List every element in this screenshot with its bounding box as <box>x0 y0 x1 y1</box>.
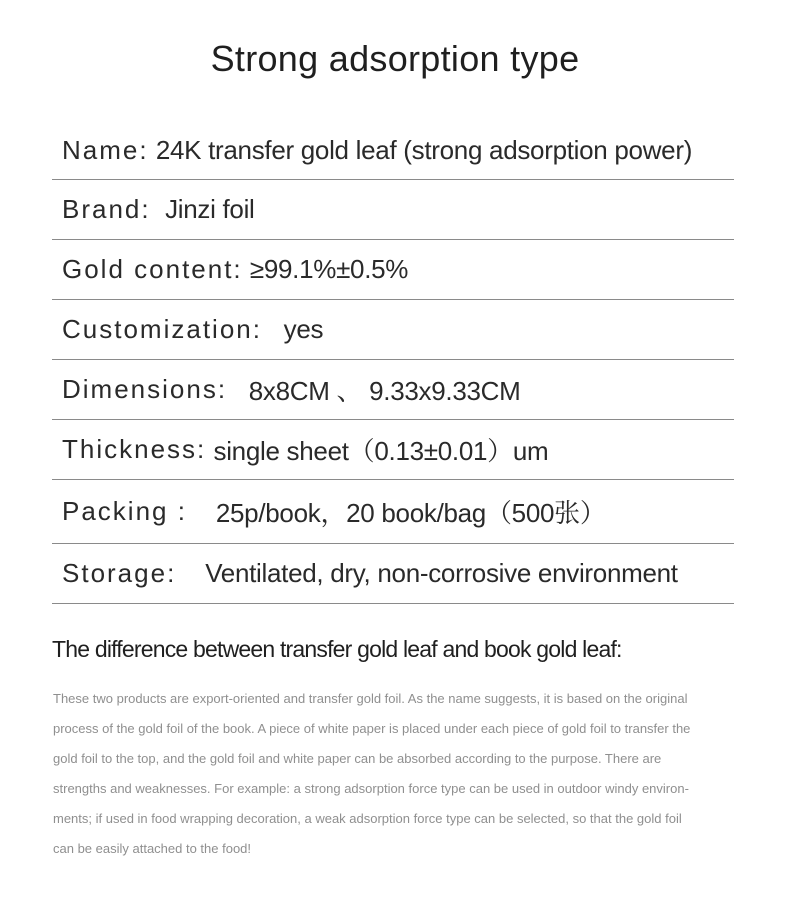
spec-value: 25p/book，20 book/bag（500张） <box>215 498 606 528</box>
paragraph-line: strengths and weaknesses. For example: a strong adsorption force type can be used in outdoor windy environ- <box>53 781 689 796</box>
paragraph-line: process of the gold foil of the book. A piece of white paper is placed under each piece of gold foil to transfer the <box>53 721 691 736</box>
spec-label: Dimensions: <box>62 374 228 404</box>
spec-value: single sheet（0.13±0.01）um <box>213 436 549 466</box>
spec-value: ≥99.1%±0.5% <box>249 254 409 284</box>
spec-row-brand <box>52 180 734 240</box>
difference-heading: The difference between transfer gold leaf and book gold leaf: <box>52 636 622 662</box>
spec-label: Name: <box>62 135 149 165</box>
paragraph-line: can be easily attached to the food! <box>53 841 252 856</box>
spec-value: Ventilated, dry, non-corrosive environment <box>205 558 678 588</box>
spec-value: yes <box>283 314 324 344</box>
paragraph-line: These two products are export-oriented and transfer gold foil. As the name suggests, it is based on the original <box>53 691 688 706</box>
spec-row-dimensions <box>52 360 734 420</box>
spec-label: Brand: <box>62 194 151 224</box>
spec-row-name <box>52 120 734 180</box>
spec-value: Jinzi foil <box>165 194 255 224</box>
spec-row-storage <box>52 544 734 604</box>
spec-label: Gold content: <box>62 254 243 284</box>
spec-label: Storage: <box>62 558 177 588</box>
spec-table <box>52 120 734 604</box>
spec-label: Thickness: <box>62 434 207 464</box>
spec-label: Packing : <box>62 496 187 526</box>
paragraph-line: gold foil to the top, and the gold foil and white paper can be absorbed according to the purpose. There are <box>53 751 662 766</box>
spec-row-customization <box>52 300 734 360</box>
spec-row-packing <box>52 480 734 544</box>
spec-value: 24K transfer gold leaf (strong adsorption power) <box>155 135 693 165</box>
paragraph-line: ments; if used in food wrapping decoration, a weak adsorption force type can be selected, so that the gold foil <box>53 811 682 826</box>
spec-label: Customization: <box>62 314 262 344</box>
difference-paragraph <box>53 684 753 864</box>
spec-value: 8x8CM 、 9.33x9.33CM <box>248 376 521 406</box>
spec-row-thickness <box>52 420 734 480</box>
page-title: Strong adsorption type <box>210 38 580 79</box>
spec-row-gold-content <box>52 240 734 300</box>
